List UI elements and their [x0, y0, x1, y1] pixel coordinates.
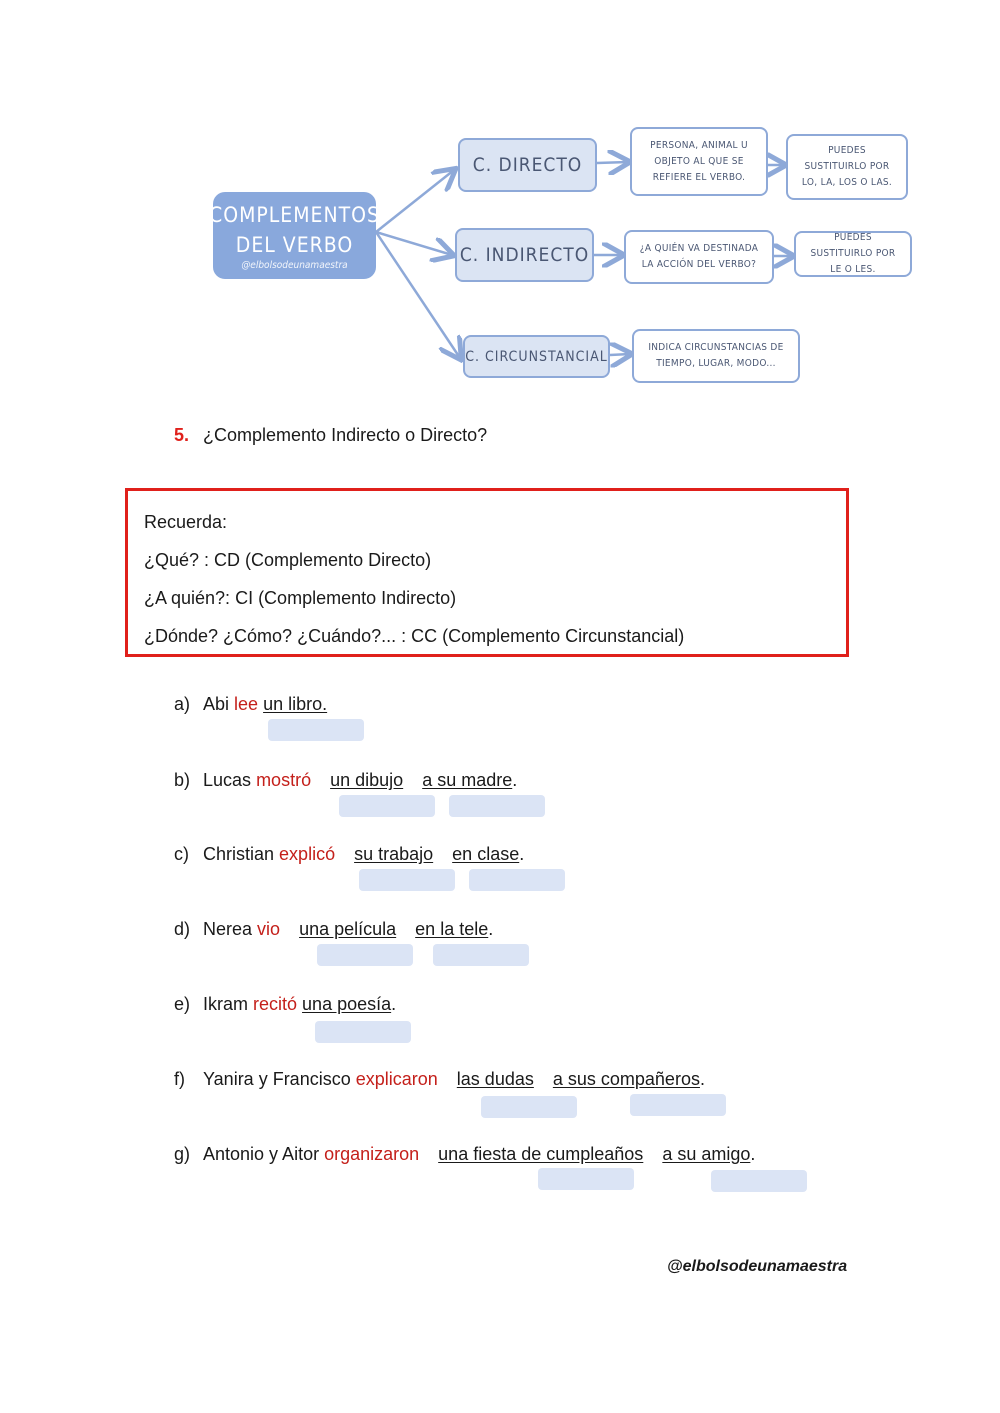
sentence-verb: explicó — [279, 844, 336, 864]
sentence-letter: b) — [174, 770, 191, 790]
sentence-subject: Christian — [203, 844, 275, 864]
sentence-verb: lee — [234, 694, 259, 714]
sentence-end: . — [750, 1144, 756, 1164]
sentence-letter: g) — [174, 1144, 191, 1164]
sentence-verb: vio — [257, 919, 281, 939]
sentence-letter: f) — [174, 1069, 185, 1089]
concept-directo-desc: PERSONA, ANIMAL U OBJETO AL QUE SE REFIERE EL VERBO. — [630, 127, 768, 196]
sentence-letter: e) — [174, 994, 191, 1014]
sentence-subject: Ikram — [203, 994, 248, 1014]
sentence-verb: recitó — [253, 994, 298, 1014]
concept-circunstancial: C. CIRCUNSTANCIAL — [463, 335, 610, 378]
sentence-complement-2: en la tele — [415, 919, 489, 939]
footer-handle: @elbolsodeunamaestra — [667, 1258, 848, 1275]
reminder-heading: Recuerda: — [144, 512, 228, 532]
sentence-end: . — [512, 770, 518, 790]
sentence-verb: organizaron — [324, 1144, 420, 1164]
reminder-line-cd: ¿Qué? : CD (Complemento Directo) — [144, 550, 432, 570]
exercise-title-text: ¿Complemento Indirecto o Directo? — [203, 425, 488, 445]
answer-box-e1[interactable] — [315, 1021, 411, 1043]
sentence-d — [174, 919, 493, 940]
sentence-subject: Abi — [203, 694, 230, 714]
concept-indirecto-desc: ¿A QUIÉN VA DESTINADA LA ACCIÓN DEL VERBO? — [624, 230, 774, 284]
concept-main-line2: DEL VERBO — [235, 232, 354, 257]
concept-directo: C. DIRECTO — [458, 138, 597, 192]
concept-main-handle: @elbolsodeunamaestra — [241, 259, 348, 271]
concept-directo-desc2: PUEDES SUSTITUIRLO POR LO, LA, LOS O LAS. — [786, 134, 908, 200]
answer-box-a1[interactable] — [268, 719, 364, 741]
concept-main — [209, 192, 380, 279]
sentence-f — [174, 1069, 705, 1090]
sentence-end: . — [699, 1069, 705, 1089]
sentence-complement-2: a su amigo — [662, 1144, 751, 1164]
answer-box-b1[interactable] — [339, 795, 435, 817]
concept-main-line1: COMPLEMENTOS — [209, 202, 380, 227]
sentence-letter: c) — [174, 844, 189, 864]
answer-box-d2[interactable] — [433, 944, 529, 966]
reminder-line-ci: ¿A quién?: CI (Complemento Indirecto) — [144, 588, 457, 608]
answer-box-c1[interactable] — [359, 869, 455, 891]
sentence-letter: a) — [174, 694, 191, 714]
sentence-complement-2: a su madre — [422, 770, 513, 790]
sentence-verb: mostró — [256, 770, 312, 790]
sentence-subject: Lucas — [203, 770, 252, 790]
concept-map — [0, 0, 1000, 400]
sentence-complement-1: una poesía — [302, 994, 392, 1014]
exercise-title — [174, 425, 487, 446]
sentence-complement-2: en clase — [452, 844, 520, 864]
sentence-letter: d) — [174, 919, 191, 939]
answer-box-f2[interactable] — [630, 1094, 726, 1116]
answer-box-g1[interactable] — [538, 1168, 634, 1190]
sentence-complement: un libro. — [263, 694, 328, 714]
sentence-complement-1: una película — [299, 919, 397, 939]
concept-circunstancial-desc: INDICA CIRCUNSTANCIAS DE TIEMPO, LUGAR, MODO... — [632, 329, 800, 383]
sentence-end: . — [488, 919, 494, 939]
sentence-subject: Yanira y Francisco — [203, 1069, 351, 1089]
concept-indirecto-desc2: PUEDES SUSTITUIRLO POR LE O LES. — [794, 231, 912, 277]
sentence-end: . — [391, 994, 397, 1014]
sentence-end: . — [519, 844, 525, 864]
reminder-line-cc: ¿Dónde? ¿Cómo? ¿Cuándo?... : CC (Complemento Circunstancial) — [144, 626, 685, 646]
sentence-subject: Antonio y Aitor — [203, 1144, 320, 1164]
sentence-complement-2: a sus compañeros — [552, 1069, 700, 1089]
reminder-box — [125, 488, 849, 657]
answer-box-g2[interactable] — [711, 1170, 807, 1192]
answer-box-d1[interactable] — [317, 944, 413, 966]
exercise-number: 5. — [174, 425, 190, 445]
sentence-b — [174, 770, 517, 791]
sentence-subject: Nerea — [203, 919, 253, 939]
answer-box-c2[interactable] — [469, 869, 565, 891]
sentence-complement-1: su trabajo — [354, 844, 434, 864]
sentence-g — [174, 1144, 755, 1165]
sentence-e — [174, 994, 396, 1015]
sentence-a — [174, 694, 327, 715]
answer-box-b2[interactable] — [449, 795, 545, 817]
sentence-complement-1: las dudas — [456, 1069, 534, 1089]
answer-box-f1[interactable] — [481, 1096, 577, 1118]
sentence-complement-1: una fiesta de cumpleaños — [438, 1144, 644, 1164]
sentence-complement-1: un dibujo — [330, 770, 404, 790]
sentence-c — [174, 844, 524, 865]
concept-indirecto: C. INDIRECTO — [455, 228, 594, 282]
sentence-verb: explicaron — [355, 1069, 438, 1089]
